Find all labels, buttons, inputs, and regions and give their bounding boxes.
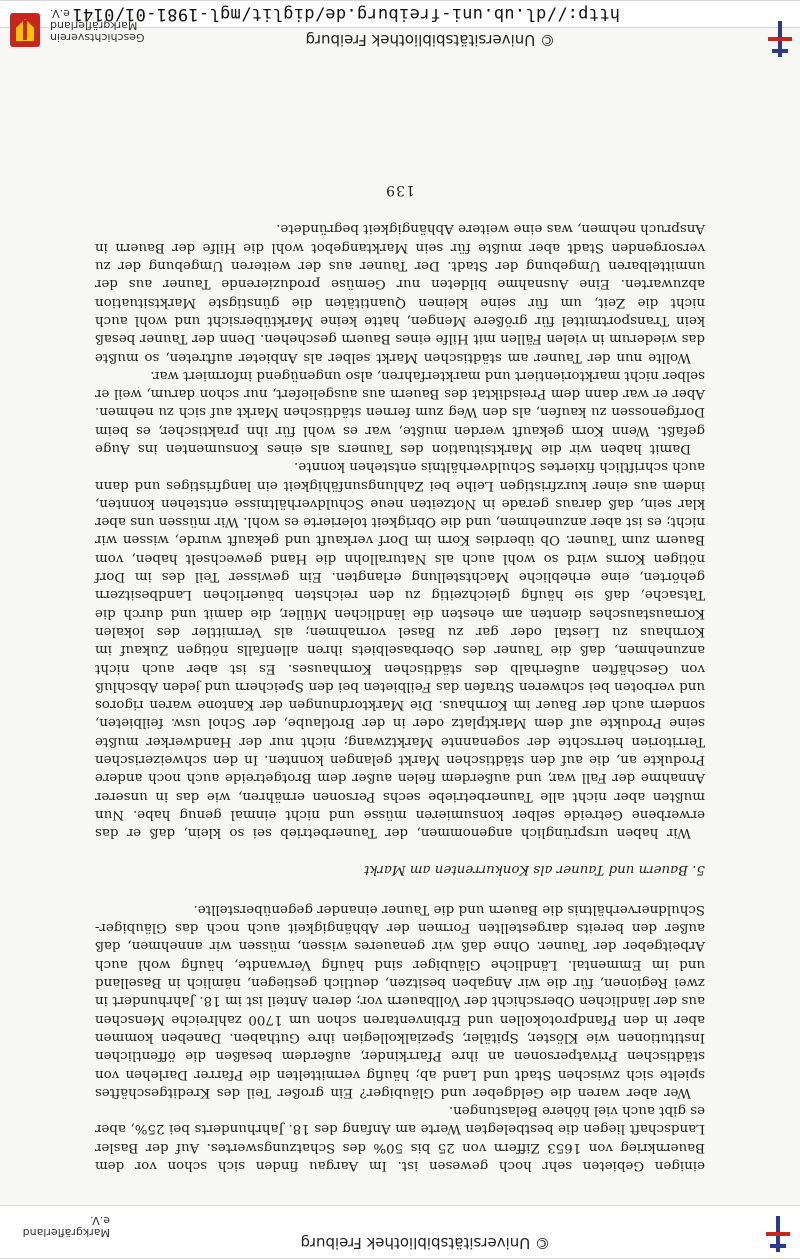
brand-name-line2: Markgräflerland e.V. [50,7,138,32]
paragraph-2: Wer aber waren die Geldgeber und Gläubiger? Ein großer Teil des Kreditgeschäftes spielte sich zwischen Stadt und Land ab; häufig vermittelten die Pfarrer Darlehen von städtischen Privatpersonen an ihre Pfarrkinder, außerdem besaßen die öffentlichen Institutionen wie Klöster, Spitäler, Spezialkollegien ihre Guthaben. Daneben kommen aber in den Pfandprotokollen und Erbinventaren schon um 1700 zahlreiche Menschen aus der ländlichen Oberschicht der Vollbauern vor; deren Anteil ist im 18. Jahrhundert in zwei Regionen, für die wir Angaben besitzen, deutlich gestiegen, nämlich in Baselland und im Emmental. Ländliche Gläubiger sind häufig Verwandte, häufig wohl auch Arbeitgeber der Tauner. Ohne daß wir genaueres wissen, müssen wir annehmen, daß außer den bereits dargestellten Formen der Abhängigkeit auch noch das Gläubiger-Schuldnerverhältnis die Bauern und die Tauner einander gegenüberstellte. [95,901,705,1100]
library-logo-icon-footer[interactable] [768,21,792,57]
viewer-footer-strip [0,0,800,49]
page-number: 139 [385,182,415,199]
brand-name-line1: Geschichtsverein [50,31,145,44]
library-logo-icon[interactable] [766,1216,790,1252]
paragraph-1: einigen Gebieten sehr hoch gewesen ist. Im Aargau finden sich schon vor dem Bauernkrieg von 1653 Ziffern von 25 bis 50% des Schatzungswertes. Auf der Basler Landschaft liegen die bestbelegten Werte am Anfang des 18. Jahrhunderts bei 25%, aber es gibt auch viel höhere Belastungen. [95,1103,705,1173]
society-logo-icon[interactable] [10,13,40,47]
copyright-notice-footer: © Universitätsbibliothek Freiburg [305,31,555,49]
document-page [95,161,705,1174]
section-paragraph-1: Wir haben ursprünglich angenommen, der Taunerbetrieb sei so klein, daß er das erwerbene Getreide selber konsumieren müsse und nicht einmal genug habe. Nun mußten aber nicht alle Taunerbetriebe sechs Personen ernähren, wie das in unserer Annahme der Fall war, und außerdem fielen außer dem Brotgetreide auch noch andere Produkte an, die auf den städtischen Markt gelangen konnten. In den schweizerischen Territorien herrschte der sogenannte Marktzwang; nicht nur der Handwerker mußte seine Produkte auf dem Marktplatz oder in der Brotlaube, der Schol usw. feilbieten, sondern auch der Bauer im Kornhaus. Die Marktordnungen der Kantone waren rigoros und verboten bei schweren Strafen das Feilbieten bei den Speichern und jeden Abschluß von Geschäften außerhalb des städtischen Kornhauses. Es ist aber auch nicht anzunehmen, daß die Tauner des Oberbaselbiets ihren allenfalls nötigen Zukauf im Kornhaus zu Liestal oder gar zu Basel vornahmen; als Vermittler des lokalen Kornaustausches dienten am ehesten die ländlichen Müller, die damit und durch die Tatsache, daß sie häufig gleichzeitig zu den reichsten bäuerlichen Landbesitzern gehörten, eine erhebliche Machtstellung erlangten. Ein gewisser Teil des im Dorf nötigen Korns wird so wohl auch als Naturallohn die Hand gewechselt haben, vom Bauern zum Tauner. Ob überdies Korn im Dorf verkauft und gekauft wurde, wissen wir nicht; es ist aber anzunehmen, und die Obrigkeit tolerierte es wohl. Wir müssen uns aber klar sein, daß daraus gerade in Notzeiten neue Schuldverhältnisse entstehen konnten, indem aus einer kurzfristigen Leihe bei Zahlungsunfähigkeit ein langfristiges und dann auch schriftlich fixiertes Schuldverhältnis entstehen konnte. [95,459,705,841]
permalink-url[interactable]: http://dl.ub.uni-freiburg.de/diglit/mgl-1981-01/0141 [72,4,620,24]
viewer-header-strip [0,1205,800,1259]
section-title: 5. Bauern und Tauner als Konkurrenten am Markt [364,861,705,877]
brand-name-bottom: Markgräflerland e.V. [22,1214,110,1239]
section-paragraph-2: Damit haben wir die Marktsituation des Tauners als eines Konsumenten ins Auge gefaßt. Wenn Korn gekauft werden mußte, war es wohl für ihn praktischer, es beim Dorfgenossen zu kaufen, als den Weg zum fernen städtischen Markt auf sich zu nehmen. Aber er war dann dem Preisdiktat des Bauern aus ausgeliefert, nur schon darum, weil er selber nicht marktorientiert und markterfahren, also ungenügend informiert war. [95,367,705,457]
section-paragraph-3: Wollte nun der Tauner am städtischen Markt selber als Anbieter auftreten, so mußte das wiederum in vielen Fällen mit Hilfe eines Bauern geschehen. Denn der Tauner besaß kein Transportmittel für größere Mengen, hatte keine Marktübersicht und wohl auch nicht die Zeit, um für seine kleinen Quantitäten die günstigste Marktsituation abzuwarten. Eine Ausnahme bildeten nur Gemüse produzierende Tauner aus der unmittelbaren Umgebung der Stadt. Der Tauner aus der weiteren Umgebung der zu versorgenden Stadt aber mußte für sein Marktangebot wohl die Hilfe der Bauern in Anspruch nehmen, was eine weitere Abhängigkeit begründete. [95,221,705,365]
brand-name [50,7,160,43]
copyright-notice: © Universitätsbibliothek Freiburg [300,1234,550,1252]
